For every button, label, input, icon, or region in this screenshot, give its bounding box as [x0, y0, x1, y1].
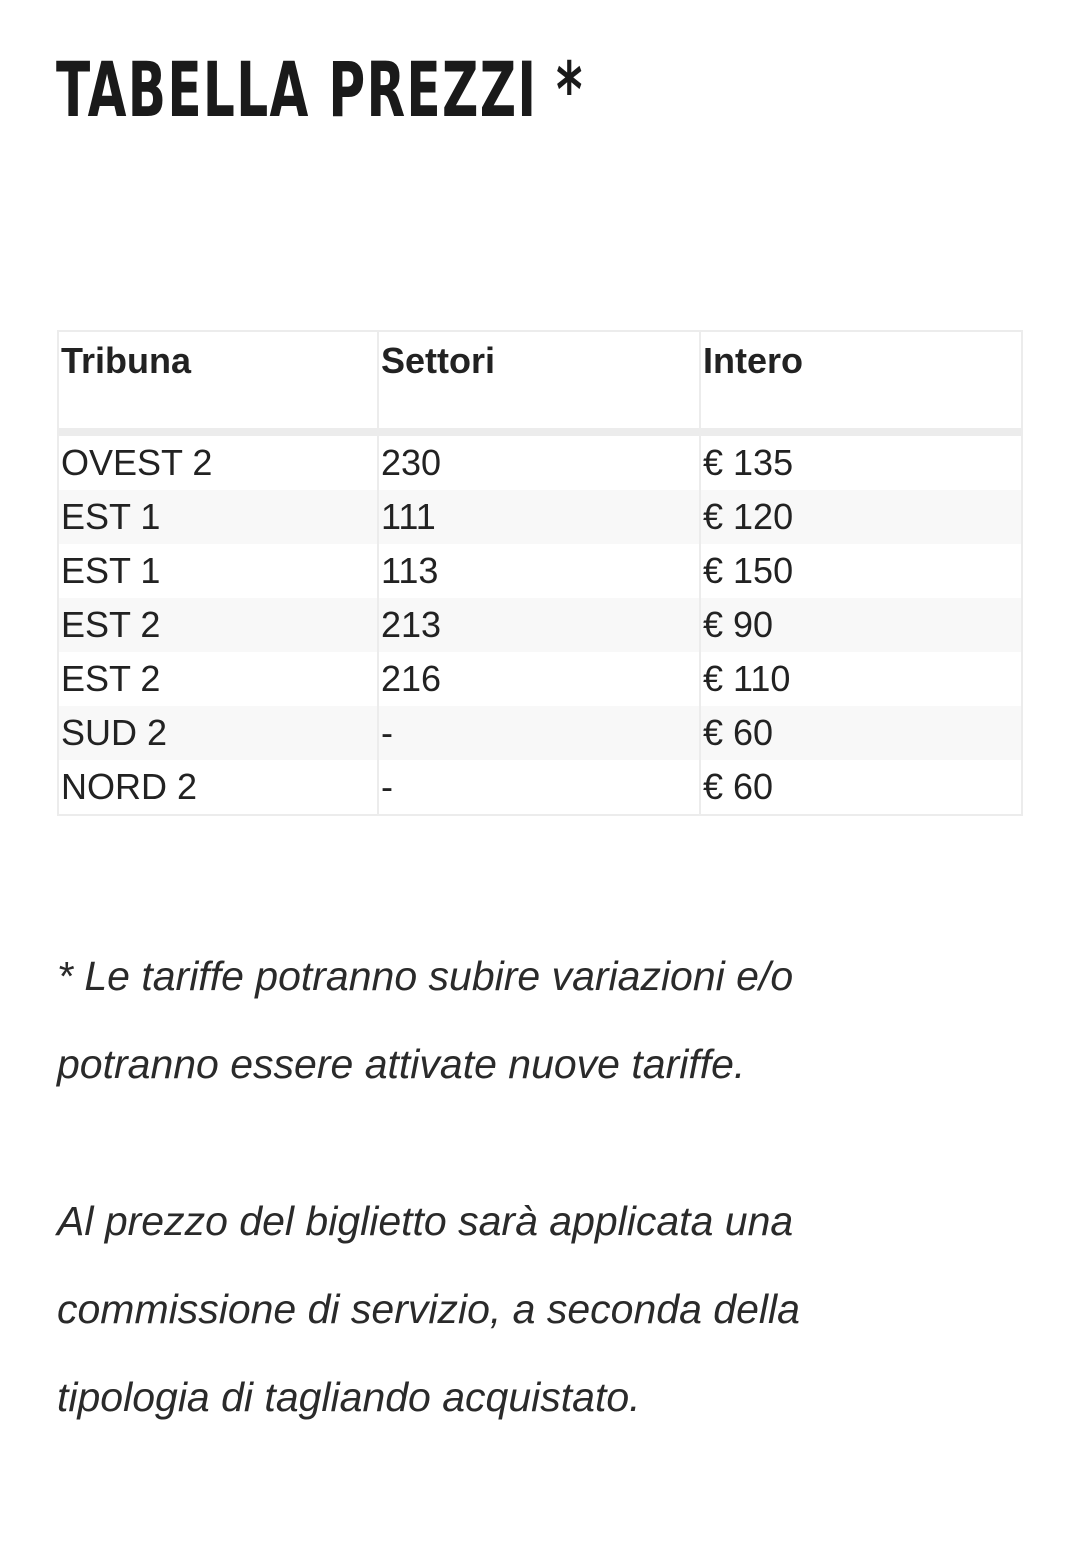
- cell-settori: 216: [378, 652, 700, 706]
- cell-intero: € 60: [703, 712, 774, 753]
- cell-tribuna: OVEST 2: [58, 432, 378, 490]
- cell-settori: -: [378, 706, 700, 760]
- cell-tribuna: SUD 2: [58, 706, 378, 760]
- cell-settori: 113: [378, 544, 700, 598]
- table-row: [58, 598, 1022, 652]
- table-row: [58, 652, 1022, 706]
- cell-intero: € 90: [703, 604, 774, 645]
- page-title: TABELLA PREZZI *: [56, 45, 584, 134]
- table-row: [58, 432, 1022, 490]
- service-fee-note: Al prezzo del biglietto sarà applicata una commissione di servizio, a seconda della tipologia di tagliando acquistato.: [57, 1198, 800, 1420]
- cell-tribuna: EST 1: [58, 490, 378, 544]
- cell-settori: -: [378, 760, 700, 815]
- cell-tribuna: EST 1: [58, 544, 378, 598]
- table-row: [58, 706, 1022, 760]
- tariff-variation-note: * Le tariffe potranno subire variazioni e/o potranno essere attivate nuove tariffe.: [57, 953, 794, 1087]
- table-row: [58, 760, 1022, 815]
- header-intero: Intero: [700, 331, 1022, 432]
- cell-settori: 230: [378, 432, 700, 490]
- table-row: [58, 490, 1022, 544]
- cell-intero: € 150: [703, 550, 794, 591]
- price-table: [57, 330, 1023, 816]
- cell-settori: 111: [378, 490, 700, 544]
- cell-tribuna: NORD 2: [58, 760, 378, 815]
- cell-settori: 213: [378, 598, 700, 652]
- cell-intero: € 120: [703, 496, 794, 537]
- header-tribuna: Tribuna: [58, 331, 378, 432]
- cell-intero: € 110: [703, 658, 791, 699]
- table-header-row: [58, 331, 1022, 432]
- cell-tribuna: EST 2: [58, 598, 378, 652]
- cell-intero: € 135: [703, 442, 794, 483]
- cell-intero: € 60: [703, 766, 774, 807]
- cell-tribuna: EST 2: [58, 652, 378, 706]
- table-row: [58, 544, 1022, 598]
- header-settori: Settori: [378, 331, 700, 432]
